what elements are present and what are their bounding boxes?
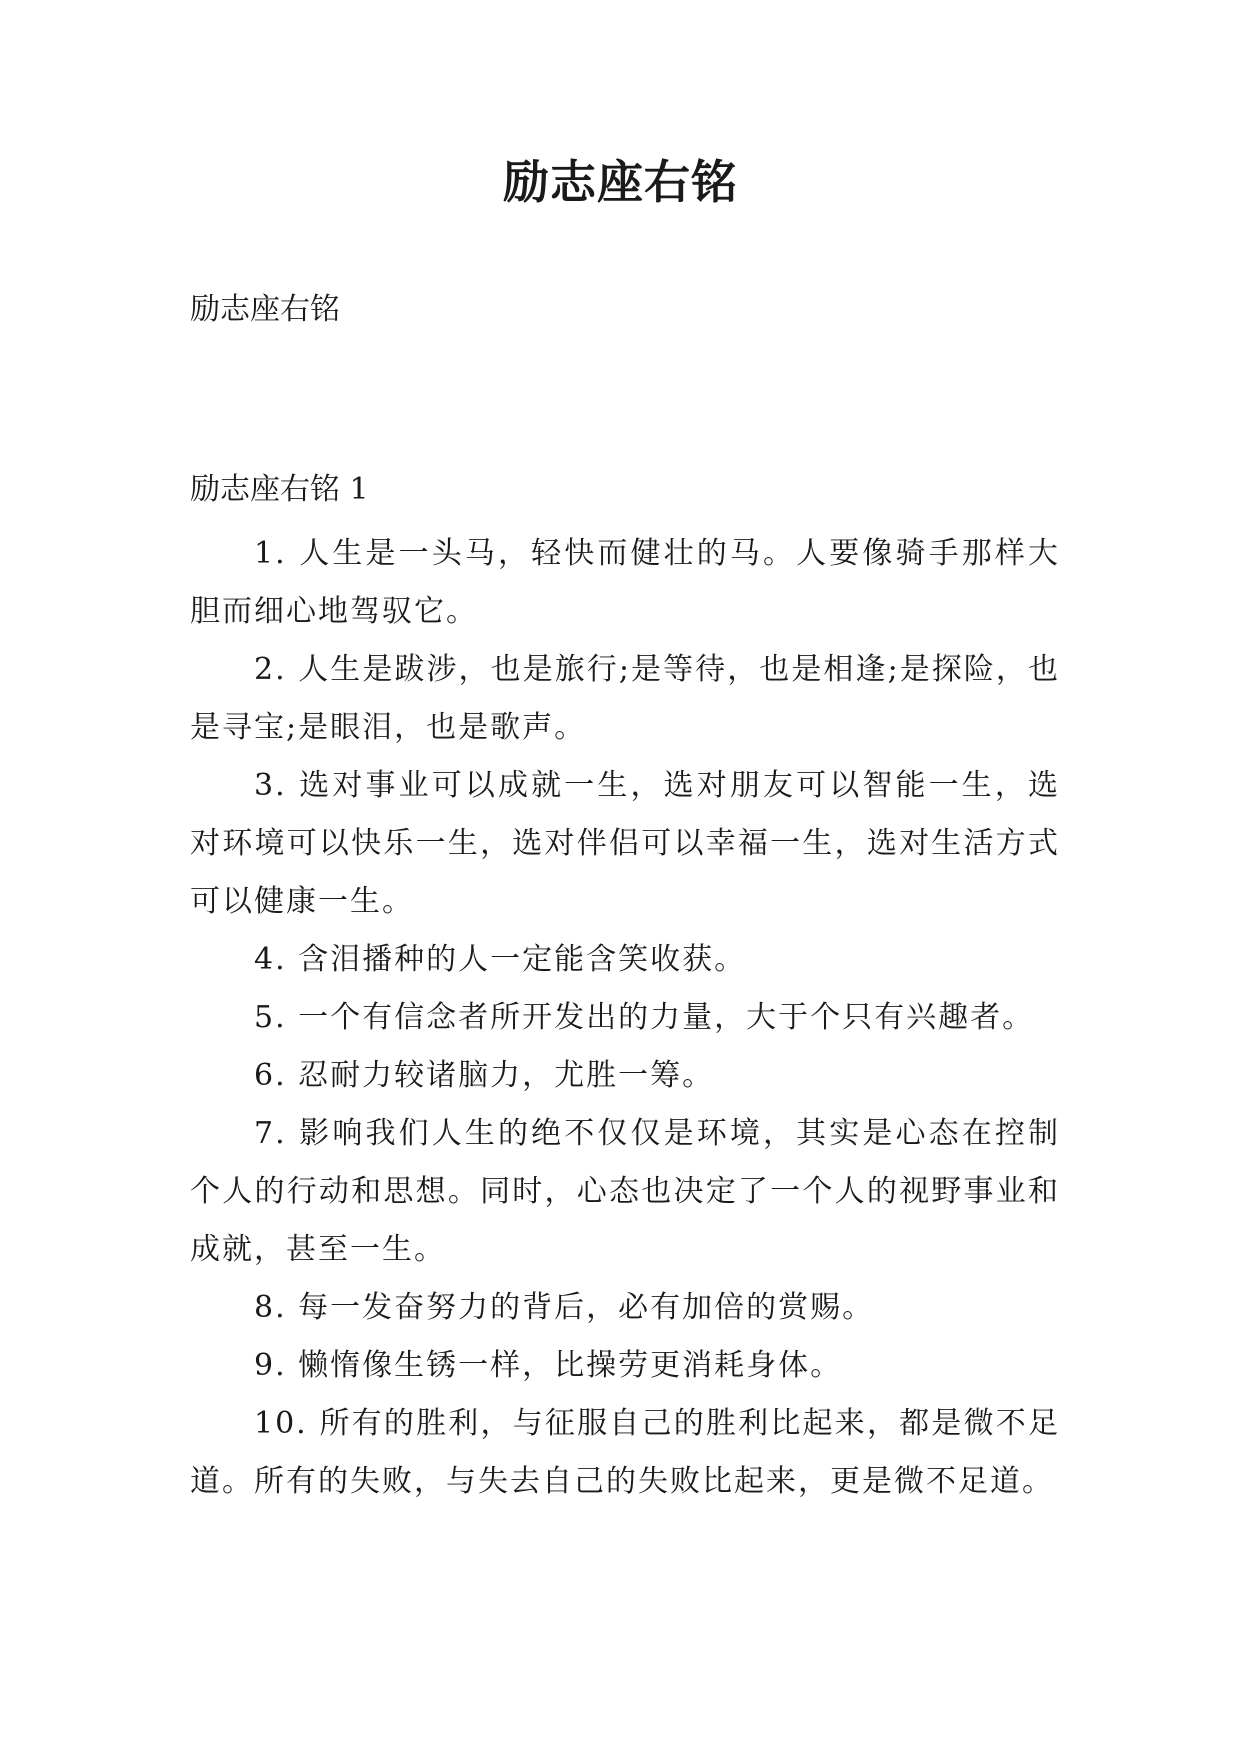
quote-list bbox=[190, 525, 1060, 1511]
quote-item-9: 9. 懒惰像生锈一样，比操劳更消耗身体。 bbox=[254, 1348, 843, 1383]
quote-item-7: 7. 影响我们人生的绝不仅仅是环境，其实是心态在控制个人的行动和思想。同时，心态也决定了一个人的视野事业和成就，甚至一生。 bbox=[190, 1116, 1060, 1267]
page-title: 励志座右铭 bbox=[503, 155, 738, 209]
quote-item-1: 1. 人生是一头马，轻快而健壮的马。人要像骑手那样大胆而细心地驾驭它。 bbox=[190, 536, 1060, 629]
quote-item-3: 3. 选对事业可以成就一生，选对朋友可以智能一生，选对环境可以快乐一生，选对伴侣可以幸福一生，选对生活方式可以健康一生。 bbox=[190, 768, 1060, 919]
quote-item-8: 8. 每一发奋努力的背后，必有加倍的赏赐。 bbox=[254, 1290, 875, 1325]
quote-item-5: 5. 一个有信念者所开发出的力量，大于个只有兴趣者。 bbox=[254, 1000, 1035, 1035]
quote-item-6: 6. 忍耐力较诸脑力，尤胜一筹。 bbox=[254, 1058, 715, 1093]
section-heading: 励志座右铭 1 bbox=[190, 472, 369, 507]
quote-item-2: 2. 人生是跋涉，也是旅行;是等待，也是相逢;是探险，也是寻宝;是眼泪，也是歌声。 bbox=[190, 652, 1060, 745]
quote-item-4: 4. 含泪播种的人一定能含笑收获。 bbox=[254, 942, 747, 977]
quote-item-10: 10. 所有的胜利，与征服自己的胜利比起来，都是微不足道。所有的失败，与失去自己的失败比起来，更是微不足道。 bbox=[190, 1406, 1060, 1499]
document-subtitle: 励志座右铭 bbox=[190, 292, 340, 327]
